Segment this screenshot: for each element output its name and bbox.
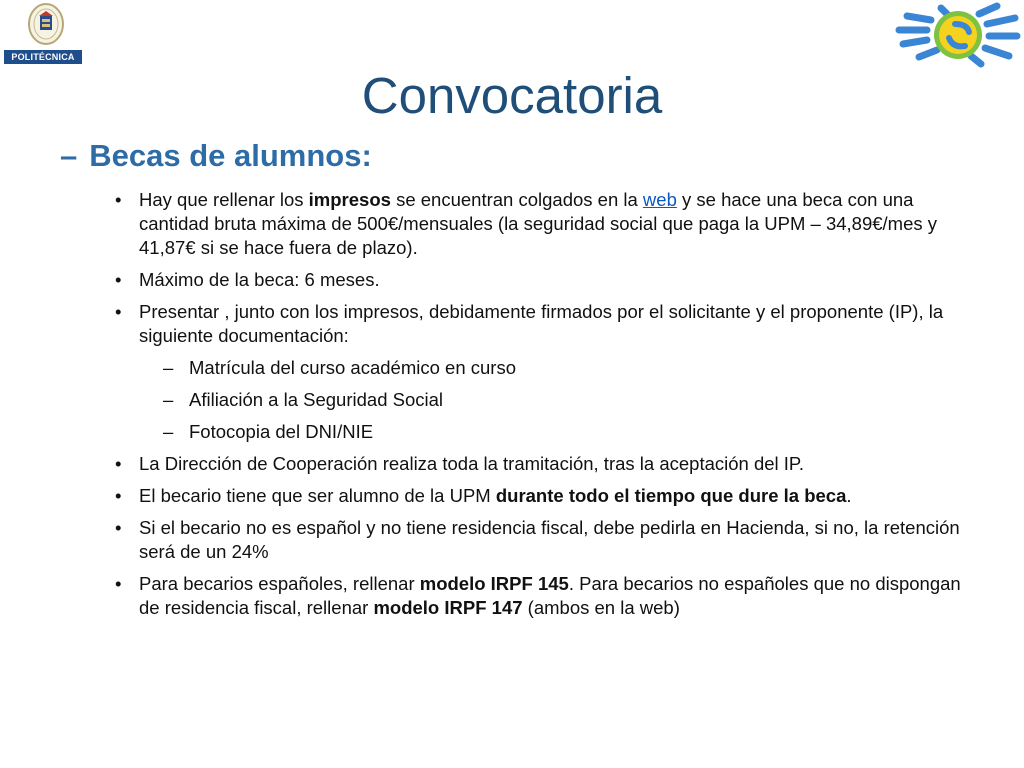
sub-item-dni: – Fotocopia del DNI/NIE	[163, 421, 374, 442]
bullet-dot: •	[115, 301, 122, 322]
bullet-item-direccion: • La Dirección de Cooperación realiza toda la tramitación, tras la aceptación del IP.	[115, 453, 805, 474]
sub-item-matricula: – Matrícula del curso académico en curso	[163, 357, 516, 378]
section-heading-text: Becas de alumnos:	[89, 138, 372, 173]
web-link[interactable]: web	[642, 189, 677, 210]
bullet-dot: •	[115, 485, 122, 506]
upm-logo	[4, 2, 82, 64]
sun-logo-icon	[893, 2, 1023, 68]
dash-marker: –	[163, 389, 174, 410]
bullet-dot: •	[115, 453, 122, 474]
bullet-dot: •	[115, 517, 122, 538]
section-heading	[60, 136, 372, 176]
bullet-item-presentar: • Presentar , junto con los impresos, debidamente firmados por el solicitante y el proponente (IP), la siguiente documentación:	[115, 301, 944, 346]
bullet-list	[113, 188, 973, 628]
bullet-dot: •	[115, 573, 122, 594]
dash-marker: –	[163, 421, 174, 442]
bullet-dot: •	[115, 269, 122, 290]
bullet-item-impresos: • Hay que rellenar los impresos se encuentran colgados en la web y se hace una beca con una cantidad bruta máxima de 500€/mensuales (la seguridad social que paga la UPM – 34,89€/mes y 41,87€ si se hace fuera de plazo).	[115, 189, 938, 258]
bullet-item-becario-alumno: • El becario tiene que ser alumno de la UPM durante todo el tiempo que dure la beca.	[115, 485, 852, 506]
slide-title: Convocatoria	[361, 67, 663, 124]
bullet-item-irpf: • Para becarios españoles, rellenar modelo IRPF 145. Para becarios no españoles que no dispongan de residencia fiscal, rellenar modelo IRPF 147 (ambos en la web)	[115, 573, 961, 618]
bullet-item-residencia: • Si el becario no es español y no tiene residencia fiscal, debe pedirla en Hacienda, si no, la retención será de un 24%	[115, 517, 960, 562]
bullet-item-maximo: • Máximo de la beca: 6 meses.	[115, 269, 380, 290]
bullet-dot: •	[115, 189, 122, 210]
sub-item-afiliacion: – Afiliación a la Seguridad Social	[163, 389, 444, 410]
upm-logo-band: POLITÉCNICA	[4, 50, 82, 64]
dash-marker: –	[163, 357, 174, 378]
upm-crest-icon	[27, 2, 65, 46]
dash-marker: –	[60, 138, 78, 173]
